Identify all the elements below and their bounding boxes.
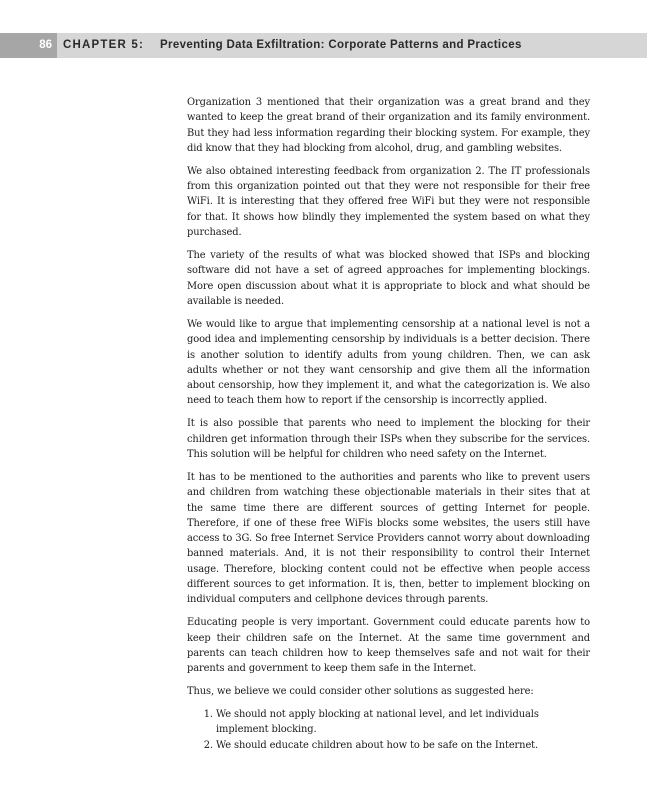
chapter-heading <box>63 33 522 58</box>
list-item: 1. We should not apply blocking at national level, and let individuals implement blocking. <box>216 707 590 738</box>
paragraph: Educating people is very important. Government could educate parents how to keep their children safe on the Internet. At the same time government and parents can teach children how to keep themselves safe and not wait for their parents and government to keep them safe in the Internet. <box>187 617 590 675</box>
chapter-label: CHAPTER 5: <box>63 39 145 51</box>
paragraph: We also obtained interesting feedback from organization 2. The IT professionals from this organization pointed out that they were not responsible for their free WiFi. It is interesting that they offered free WiFi but they were not responsible for that. It shows how blindly they implemented the system based on what they purchased. <box>187 165 590 239</box>
paragraph: It is also possible that parents who need to implement the blocking for their children get information through their ISPs when they subscribe for the services. This solution will be helpful for children who need safety on the Internet. <box>187 418 590 460</box>
paragraph: Organization 3 mentioned that their organization was a great brand and they wanted to keep the great brand of their organization and its family environment. But they had less information regarding their blocking system. For example, they did know that they had blocking from alcohol, drug, and gambling websites. <box>187 97 590 154</box>
numbered-list <box>187 707 590 753</box>
paragraph: We would like to argue that implementing censorship at a national level is not a good idea and implementing censorship by individuals is a better decision. There is another solution to identify adults from young children. Then, we can ask adults whether or not they want censorship and give them all the information about censorship, how they implement it, and what the categorization is. We also need to teach them how to report if the censorship is incorrectly applied. <box>187 318 590 407</box>
paragraph: The variety of the results of what was blocked showed that ISPs and blocking software did not have a set of agreed approaches for implementing blockings. More open discussion about what it is appropriate to block and what should be available is needed. <box>187 250 590 307</box>
paragraph: It has to be mentioned to the authorities and parents who like to prevent users and children from watching these objectionable materials in their sites that at the same time there are different sources of getting Internet for people. Therefore, if one of these free WiFis blocks some websites, the users still have access to 3G. So free Internet Service Providers cannot worry about downloading banned materials. And, it is not their responsibility to control their Internet usage. Therefore, blocking content could not be effective when people access different sources to get information. It is, then, better to implement blocking on individual computers and cellphone devices through parents. <box>187 471 590 606</box>
body-text <box>187 95 590 753</box>
paragraph: Thus, we believe we could consider other solutions as suggested here: <box>187 686 534 698</box>
list-item: 2. We should educate children about how to be safe on the Internet. <box>216 738 590 753</box>
chapter-title: Preventing Data Exfiltration: Corporate Patterns and Practices <box>160 39 522 51</box>
running-header <box>0 33 647 58</box>
page-number: 86 <box>0 33 57 58</box>
